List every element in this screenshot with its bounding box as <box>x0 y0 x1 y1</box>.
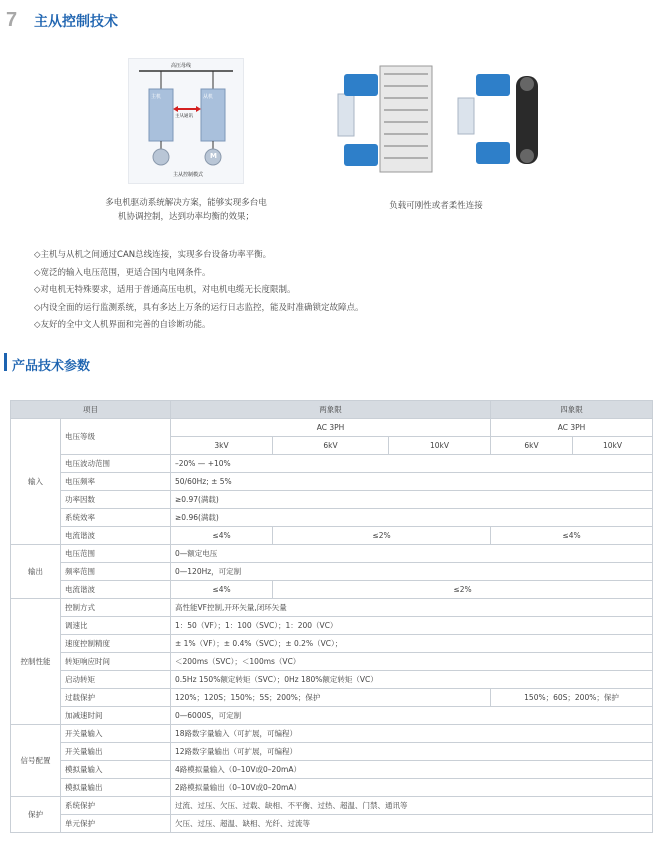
cell: 12路数字量输出（可扩展，可编程） <box>171 743 653 761</box>
row-label: 转矩响应时间 <box>61 653 171 671</box>
cell: ± 1%（VF）；± 0.4%（SVC）；± 0.2%（VC）； <box>171 635 653 653</box>
list-item: ◇对电机无特殊要求，适用于普通高压电机，对电机电缆无长度限制。 <box>34 285 296 295</box>
cell: ≤4% <box>171 581 273 599</box>
cell: 0—120Hz，可定制 <box>171 563 653 581</box>
cell: 6kV <box>491 437 573 455</box>
cell: 10kV <box>389 437 491 455</box>
cell: 120%；120S；150%；5S；200%；保护 <box>171 689 491 707</box>
header-two-quadrant: 两象限 <box>171 401 491 419</box>
group-protect: 保护 <box>11 797 61 833</box>
row-label: 电压等级 <box>61 419 171 455</box>
cell: 0.5Hz 150%额定转矩（SVC）；0Hz 180%额定转矩（VC） <box>171 671 653 689</box>
cell: 50/60Hz; ± 5% <box>171 473 653 491</box>
row-label: 系统保护 <box>61 797 171 815</box>
slave-box-label: 从机 <box>203 94 214 100</box>
cell: ＜200ms（SVC）；＜100ms（VC） <box>171 653 653 671</box>
cell: 150%；60S；200%；保护 <box>491 689 653 707</box>
motor-photo-rigid <box>336 64 440 176</box>
cell: ≥0.96(满载) <box>171 509 653 527</box>
cell: 1：50（VF）；1：100（SVC）；1：200（VC） <box>171 617 653 635</box>
row-label: 电压范围 <box>61 545 171 563</box>
list-item: ◇内设全面的运行监测系统，具有多达上万条的运行日志监控，能及时准确锁定故障点。 <box>34 302 364 313</box>
group-signal: 信号配置 <box>11 725 61 797</box>
cell: ≤4% <box>491 527 653 545</box>
row-label: 启动转矩 <box>61 671 171 689</box>
row-label: 速度控制精度 <box>61 635 171 653</box>
cell: 18路数字量输入（可扩展，可编程） <box>171 725 653 743</box>
row-label: 电流谐波 <box>61 581 171 599</box>
header-four-quadrant: 四象限 <box>491 401 653 419</box>
list-item: ◇宽泛的输入电压范围，更适合国内电网条件。 <box>34 267 211 278</box>
cell: ≥0.97(满载) <box>171 491 653 509</box>
cell: AC 3PH <box>491 419 653 437</box>
section-bar <box>4 353 7 371</box>
row-label: 加减速时间 <box>61 707 171 725</box>
row-label: 开关量输出 <box>61 743 171 761</box>
row-label: 模拟量输出 <box>61 779 171 797</box>
cell: 6kV <box>273 437 389 455</box>
mode-label: 主从控制模式 <box>173 172 204 178</box>
cell: 欠压、过压、超温、缺相、光纤、过流等 <box>171 815 653 833</box>
cell: 10kV <box>573 437 653 455</box>
motor-label: M <box>210 152 217 160</box>
list-item: ◇主机与从机之间通过CAN总线连接，实现多台设备功率平衡。 <box>34 250 272 260</box>
section-number: 7 <box>6 9 18 31</box>
diagram-graphic <box>129 59 243 183</box>
row-label: 电压频率 <box>61 473 171 491</box>
cell: 0—额定电压 <box>171 545 653 563</box>
master-slave-diagram <box>128 58 244 184</box>
cell: 4路模拟量输入（0–10V或0–20mA） <box>171 761 653 779</box>
group-input: 输入 <box>11 419 61 545</box>
right-figure-caption: 负载可刚性或者柔性连接 <box>389 201 483 211</box>
cell: ≤2% <box>273 581 653 599</box>
row-label: 控制方式 <box>61 599 171 617</box>
list-item: ◇友好的全中文人机界面和完善的自诊断功能。 <box>34 320 211 330</box>
feature-list <box>34 247 364 335</box>
row-label: 电流谐波 <box>61 527 171 545</box>
cell: 2路模拟量输出（0–10V或0–20mA） <box>171 779 653 797</box>
spec-table <box>10 400 653 833</box>
cell: AC 3PH <box>171 419 491 437</box>
cell: 0—6000S，可定制 <box>171 707 653 725</box>
row-label: 模拟量输入 <box>61 761 171 779</box>
cell: ≤4% <box>171 527 273 545</box>
cell: 高性能VF控制,开环矢量,闭环矢量 <box>171 599 653 617</box>
row-label: 调速比 <box>61 617 171 635</box>
section2-title: 产品技术参数 <box>12 359 91 374</box>
group-output: 输出 <box>11 545 61 599</box>
motor-photo-flexible <box>456 68 548 172</box>
row-label: 开关量输入 <box>61 725 171 743</box>
cell: 过流、过压、欠压、过载、缺相、不平衡、过热、超温、门禁、通讯等 <box>171 797 653 815</box>
group-control: 控制性能 <box>11 599 61 725</box>
section-title: 主从控制技术 <box>34 14 118 30</box>
cell: 3kV <box>171 437 273 455</box>
row-label: 单元保护 <box>61 815 171 833</box>
row-label: 频率范围 <box>61 563 171 581</box>
header-item: 项目 <box>11 401 171 419</box>
left-figure-caption: 多电机驱动系统解决方案，能够实现多台电 机协调控制，达到功率均衡的效果； <box>105 198 267 222</box>
row-label: 系统效率 <box>61 509 171 527</box>
bus-label: 高压母线 <box>171 63 192 69</box>
cell: ≤2% <box>273 527 491 545</box>
link-label: 主从通讯 <box>175 114 193 119</box>
row-label: 电压波动范围 <box>61 455 171 473</box>
cell: –20% — +10% <box>171 455 653 473</box>
master-box-label: 主机 <box>151 94 162 100</box>
row-label: 过载保护 <box>61 689 171 707</box>
row-label: 功率因数 <box>61 491 171 509</box>
